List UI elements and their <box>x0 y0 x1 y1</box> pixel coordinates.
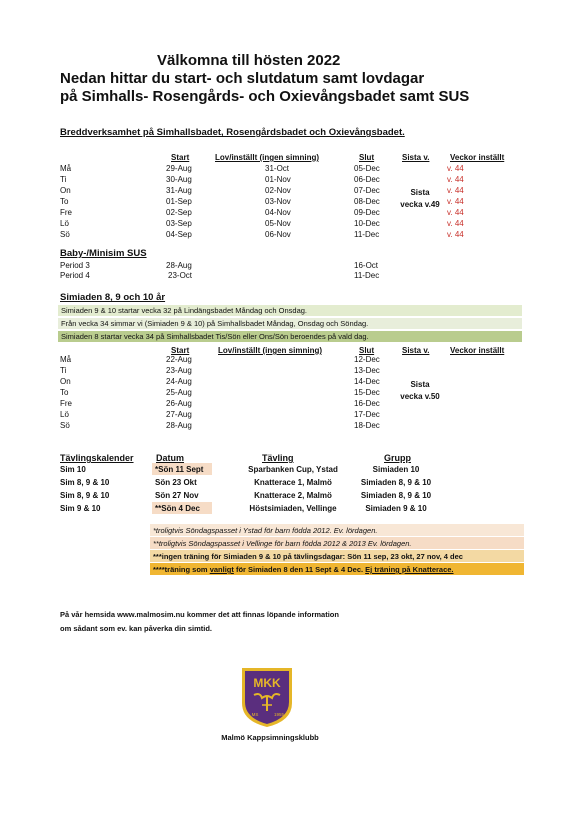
bredd-header-start: Start <box>171 153 190 162</box>
bredd-lov: 01-Nov <box>265 175 291 184</box>
simiaden-heading: Simiaden 8, 9 och 10 år <box>60 292 166 303</box>
bredd-slut: 05-Dec <box>354 164 380 173</box>
tavling-sim: Sim 8, 9 & 10 <box>60 478 110 487</box>
sim-day: Sö <box>60 421 70 430</box>
sim-day: Lö <box>60 410 69 419</box>
bredd-day: Fre <box>60 208 72 217</box>
sim-day: Fre <box>60 399 72 408</box>
sim-slut: 15-Dec <box>354 388 380 397</box>
sim-day: Ti <box>60 366 67 375</box>
bredd-start: 01-Sep <box>166 197 192 206</box>
bredd-veckor: v. 44 <box>447 230 464 239</box>
tavling-sim: Sim 9 & 10 <box>60 504 101 513</box>
baby-slut: 16-Oct <box>354 261 379 270</box>
sim-day: Må <box>60 355 72 364</box>
bredd-veckor: v. 44 <box>447 164 464 173</box>
bredd-start: 04-Sep <box>166 230 192 239</box>
footer-info-line-2: om sådant som ev. kan påverka din simtid. <box>60 624 212 633</box>
tavling-datum: *Sön 11 Sept <box>155 465 204 474</box>
sim-header-veckor: Veckor inställt <box>450 346 505 355</box>
tavling-name: Knatterace 1, Malmö <box>254 478 332 487</box>
simiaden-note-3: Simiaden 8 startar vecka 34 på Simhallsbadet Tis/Sön eller Ons/Sön beroendes på vald dag. <box>61 332 369 341</box>
tavling-name: Höstsimiaden, Vellinge <box>249 504 337 513</box>
sim-start: 28-Aug <box>166 421 192 430</box>
simiaden-note-2: Från vecka 34 simmar vi (Simiaden 9 & 10) på Simhallsbadet Måndag, Onsdag och Söndag. <box>61 319 369 328</box>
bredd-lov: 06-Nov <box>265 230 291 239</box>
tavling-datum: Sön 23 Okt <box>155 478 197 487</box>
club-name: Malmö Kappsimningsklubb <box>221 733 319 742</box>
bredd-header-veckor: Veckor inställt <box>450 153 505 162</box>
bredd-veckor: v. 44 <box>447 208 464 217</box>
page-title: Välkomna till hösten 2022 <box>157 52 341 69</box>
bredd-day: Må <box>60 164 72 173</box>
baby-start: 28-Aug <box>166 261 192 270</box>
tavling-foot-1: *troligtvis Söndagspasset i Ystad för barn födda 2012. Ev. lördagen. <box>153 526 378 535</box>
tavling-sim: Sim 8, 9 & 10 <box>60 491 110 500</box>
tavling-datum: **Sön 4 Dec <box>155 504 200 513</box>
bredd-veckor: v. 44 <box>447 186 464 195</box>
bredd-lov: 02-Nov <box>265 186 291 195</box>
simiaden-note-1: Simiaden 9 & 10 startar vecka 32 på Lindängsbadet Måndag och Onsdag. <box>61 306 307 315</box>
bredd-header-slut: Slut <box>359 153 375 162</box>
bredd-day: On <box>60 186 71 195</box>
foot-4-part-c: för Simiaden 8 den 11 Sept & 4 Dec. <box>233 565 366 574</box>
sim-start: 23-Aug <box>166 366 192 375</box>
sim-day: To <box>60 388 69 397</box>
foot-4-part-b: vanligt <box>209 565 234 574</box>
tavling-foot-3: ***ingen träning för Simiaden 9 & 10 på tävlingsdagar: Sön 11 sep, 23 okt, 27 nov, 4 dec <box>153 552 463 561</box>
sim-slut: 12-Dec <box>354 355 380 364</box>
tavling-header-grupp: Grupp <box>384 453 411 463</box>
bredd-header-sista: Sista v. <box>402 153 430 162</box>
sim-sista-line-2: vecka v.50 <box>400 392 440 401</box>
bredd-day: Sö <box>60 230 70 239</box>
club-logo-shield-icon <box>238 665 296 729</box>
tavling-datum: Sön 27 Nov <box>155 491 199 500</box>
bredd-header-lov: Lov/inställt (ingen simning) <box>215 153 319 162</box>
bredd-start: 02-Sep <box>166 208 192 217</box>
bredd-lov: 05-Nov <box>265 219 291 228</box>
bredd-start: 30-Aug <box>166 175 192 184</box>
bredd-sista-line-2: vecka v.49 <box>400 200 440 209</box>
logo-ms: MS <box>251 712 259 717</box>
baby-slut: 11-Dec <box>354 271 380 280</box>
bredd-lov: 03-Nov <box>265 197 291 206</box>
tavling-header-datum: Datum <box>156 453 185 463</box>
tavling-sim: Sim 10 <box>60 465 86 474</box>
tavling-grupp: Simiaden 9 & 10 <box>365 504 427 513</box>
bredd-slut: 08-Dec <box>354 197 380 206</box>
sim-start: 25-Aug <box>166 388 192 397</box>
foot-4-part-d: Ej träning på Knatterace. <box>365 565 454 574</box>
sim-start: 24-Aug <box>166 377 192 386</box>
bredd-start: 29-Aug <box>166 164 192 173</box>
sim-slut: 16-Dec <box>354 399 380 408</box>
tavling-name: Knatterace 2, Malmö <box>254 491 332 500</box>
bredd-start: 31-Aug <box>166 186 192 195</box>
bredd-sista-line-1: Sista <box>410 188 430 197</box>
baby-heading: Baby-/Minisim SUS <box>60 248 147 259</box>
logo-text: MKK <box>253 676 281 690</box>
baby-period: Period 4 <box>60 271 90 280</box>
bredd-veckor: v. 44 <box>447 197 464 206</box>
bredd-day: Lö <box>60 219 69 228</box>
sim-sista-line-1: Sista <box>410 380 430 389</box>
bredd-day: To <box>60 197 69 206</box>
sim-slut: 17-Dec <box>354 410 380 419</box>
bredd-slut: 07-Dec <box>354 186 380 195</box>
subtitle-line-1: Nedan hittar du start- och slutdatum samt lovdagar <box>60 70 425 87</box>
sim-slut: 14-Dec <box>354 377 380 386</box>
bredd-slut: 11-Dec <box>354 230 380 239</box>
bredd-slut: 06-Dec <box>354 175 380 184</box>
baby-start: 23-Oct <box>168 271 193 280</box>
tavling-foot-2: **troligtvis Söndagspasset i Vellinge för barn födda 2012 & 2013 Ev. lördagen. <box>153 539 412 548</box>
bredd-veckor: v. 44 <box>447 175 464 184</box>
sim-header-lov: Lov/inställt (ingen simning) <box>218 346 322 355</box>
tavling-foot-4 <box>153 565 454 574</box>
tavling-grupp: Simiaden 10 <box>372 465 420 474</box>
sim-start: 22-Aug <box>166 355 192 364</box>
subtitle-line-2: på Simhalls- Rosengårds- och Oxievångsbadet samt SUS <box>60 88 470 105</box>
tavling-header-kalender: Tävlingskalender <box>60 453 134 463</box>
footer-info-line-1: På vår hemsida www.malmosim.nu kommer det att finnas löpande information <box>60 610 339 619</box>
bredd-slut: 10-Dec <box>354 219 380 228</box>
bredd-lov: 04-Nov <box>265 208 291 217</box>
tavling-header-tavling: Tävling <box>262 453 294 463</box>
bredd-start: 03-Sep <box>166 219 192 228</box>
sim-start: 26-Aug <box>166 399 192 408</box>
sim-header-sista: Sista v. <box>402 346 430 355</box>
bredd-lov: 31-Oct <box>265 164 290 173</box>
bredd-slut: 09-Dec <box>354 208 380 217</box>
sim-day: On <box>60 377 71 386</box>
foot-4-part-a: ****träning som <box>153 565 210 574</box>
sim-slut: 18-Dec <box>354 421 380 430</box>
sim-header-slut: Slut <box>359 346 375 355</box>
bredd-veckor: v. 44 <box>447 219 464 228</box>
bredd-heading: Breddverksamhet på Simhallsbadet, Rosengårdsbadet och Oxievångsbadet. <box>60 127 405 138</box>
tavling-grupp: Simiaden 8, 9 & 10 <box>360 491 432 500</box>
logo-year: 1955 <box>273 712 285 717</box>
bredd-day: Ti <box>60 175 67 184</box>
club-logo <box>238 665 296 729</box>
sim-header-start: Start <box>171 346 190 355</box>
tavling-grupp: Simiaden 8, 9 & 10 <box>360 478 432 487</box>
tavling-name: Sparbanken Cup, Ystad <box>248 465 338 474</box>
baby-period: Period 3 <box>60 261 90 270</box>
sim-slut: 13-Dec <box>354 366 380 375</box>
sim-start: 27-Aug <box>166 410 192 419</box>
